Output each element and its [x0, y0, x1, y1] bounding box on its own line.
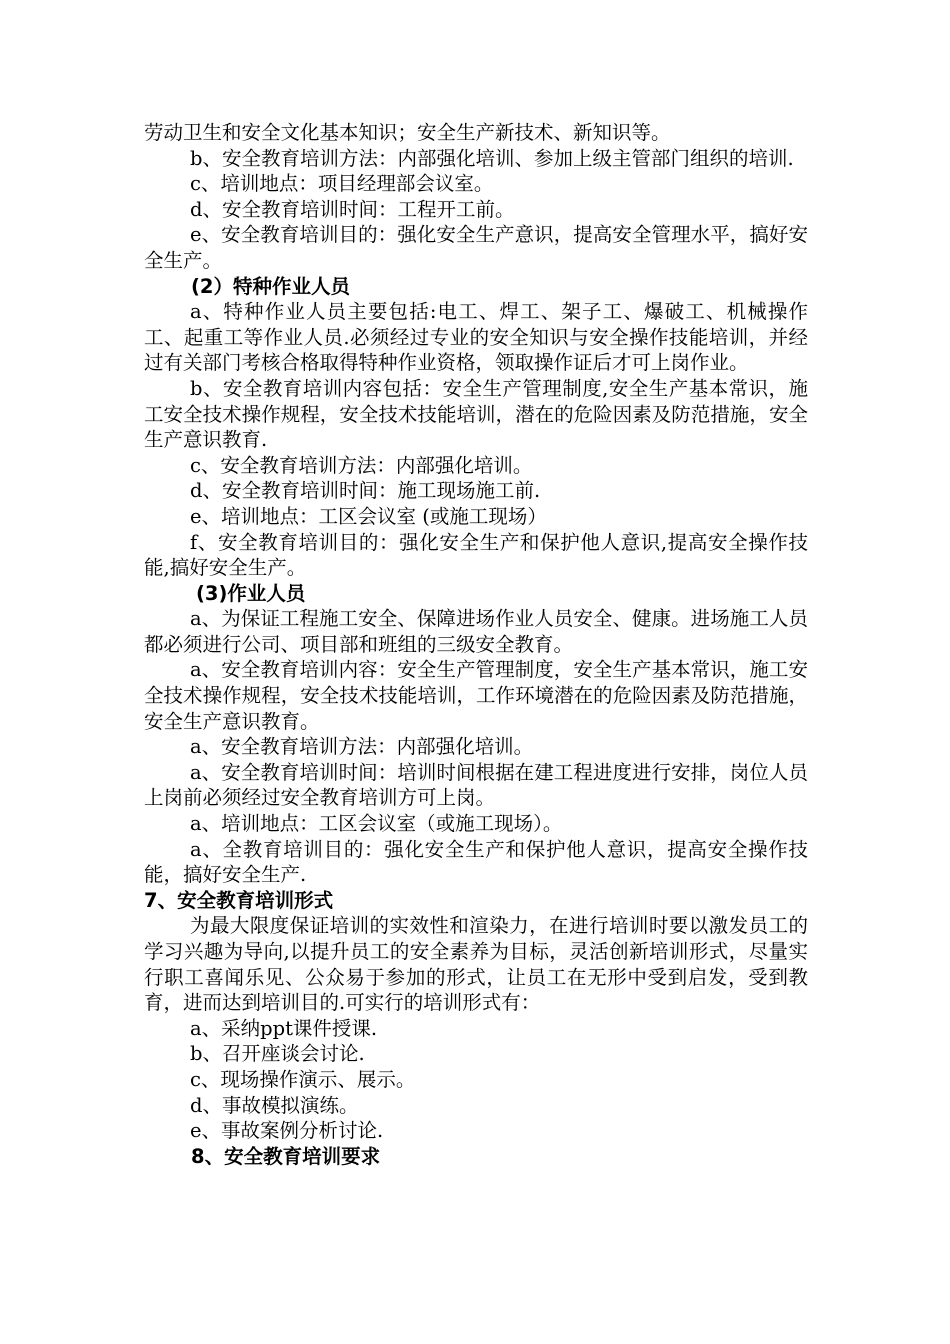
special-workers-item-a: a、特种作业人员主要包括:电工、焊工、架子工、爆破工、机械操作工、起重工等作业人员.必须经过专业的安全知识与安全操作技能培训，并经过有关部门考核合格取得特种作业资格，领取操作证后才可上岗作业。: [144, 300, 808, 375]
section8-heading: 8、安全教育培训要求: [191, 1144, 381, 1168]
special-workers-item-b: b、安全教育培训内容包括：安全生产管理制度,安全生产基本常识，施工安全技术操作规程，安全技术技能培训，潜在的危险因素及防范措施，安全生产意识教育.: [144, 376, 808, 452]
section7-item-d: d、事故模拟演练。: [190, 1093, 359, 1117]
manager-item-e: e、安全教育培训目的：强化安全生产意识，提高安全管理水平，搞好安全生产。: [144, 223, 808, 272]
section7-item-e: e、事故案例分析讨论.: [190, 1119, 384, 1143]
workers-item-6: a、全教育培训目的：强化安全生产和保护他人意识，提高安全操作技能，搞好安全生产.: [144, 837, 808, 887]
workers-item-1: a、为保证工程施工安全、保障进场作业人员安全、健康。进场施工人员都必须进行公司、项目部和班组的三级安全教育。: [144, 607, 808, 656]
manager-item-d: d、安全教育培训时间：工程开工前。: [190, 197, 515, 221]
workers-item-4: a、安全教育培训时间：培训时间根据在建工程进度进行安排，岗位人员上岗前必须经过安全教育培训方可上岗。: [144, 760, 808, 810]
section7-intro: 为最大限度保证培训的实效性和渲染力，在进行培训时要以激发员工的学习兴趣为导向,以提升员工的安全素养为目标，灵活创新培训形式，尽量实行职工喜闻乐见、公众易于参加的形式，让员工在无形中受到启发，受到教育，进而达到培训目的.可实行的培训形式有：: [144, 914, 808, 1015]
section7-heading: 7、安全教育培训形式: [144, 888, 334, 912]
manager-item-c: c、培训地点：项目经理部会议室。: [190, 172, 494, 196]
section7-item-b: b、召开座谈会讨论.: [190, 1042, 365, 1066]
workers-item-2: a、安全教育培训内容：安全生产管理制度，安全生产基本常识，施工安全技术操作规程，安全技术技能培训，工作环境潜在的危险因素及防范措施，安全生产意识教育。: [144, 658, 808, 733]
special-workers-heading: (2）特种作业人员: [191, 274, 350, 298]
special-workers-item-f: f、安全教育培训目的：强化安全生产和保护他人意识,提高安全操作技能,搞好安全生产。: [144, 530, 808, 580]
special-workers-item-d: d、安全教育培训时间：施工现场施工前.: [190, 479, 541, 503]
document-body: [144, 120, 808, 1169]
manager-item-b: b、安全教育培训方法：内部强化培训、参加上级主管部门组织的培训.: [190, 146, 794, 170]
section6-intro-tail: 劳动卫生和安全文化基本知识；安全生产新技术、新知识等。: [144, 121, 671, 144]
workers-item-5: a、培训地点：工区会议室（或施工现场）。: [190, 812, 563, 836]
section7-item-c: c、现场操作演示、展示。: [190, 1067, 416, 1091]
special-workers-item-e: e、培训地点：工区会议室 (或施工现场）: [190, 504, 547, 528]
section7-item-a: a、采纳ppt课件授课.: [190, 1016, 378, 1040]
special-workers-item-c: c、安全教育培训方法：内部强化培训。: [190, 453, 533, 477]
workers-item-3: a、安全教育培训方法：内部强化培训。: [190, 735, 534, 759]
workers-heading: (3)作业人员: [196, 581, 306, 605]
